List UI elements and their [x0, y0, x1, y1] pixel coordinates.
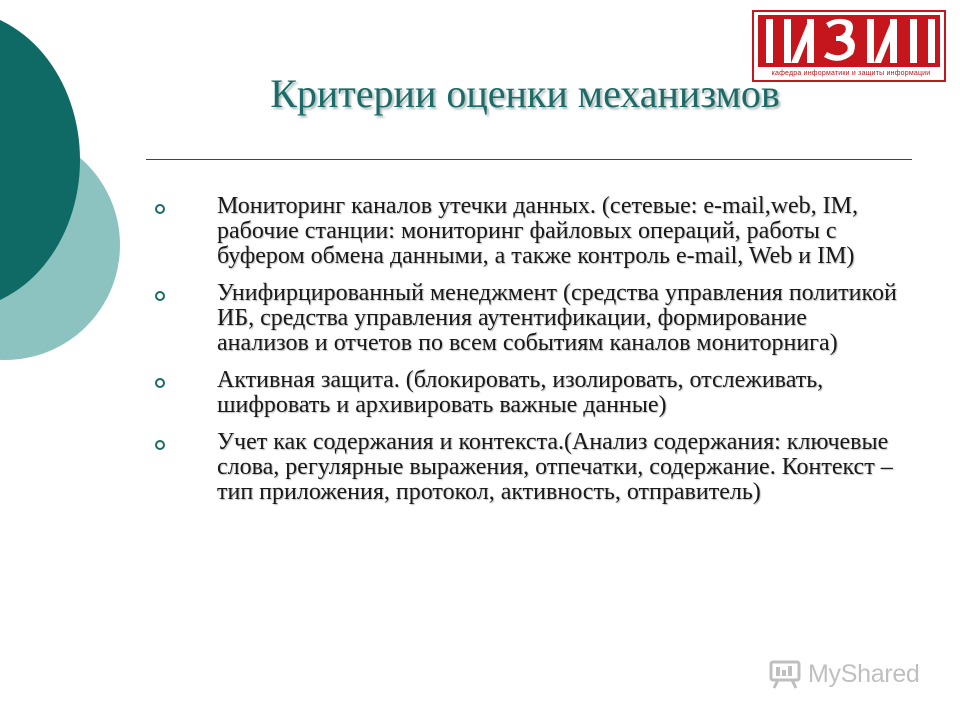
bullet-item: [150, 194, 900, 269]
presentation-board-icon: [768, 659, 802, 689]
bullet-text: Мониторинг каналов утечки данных. (сетевые: e-mail,web, IM, рабочие станции: мониторинг файловых операций, работы с буфером обмена данными, а также контроль e-mail, Web и IM): [217, 193, 859, 269]
title-divider: [146, 159, 912, 160]
watermark-text: MyShared: [808, 659, 920, 688]
bullet-item: [150, 430, 900, 505]
bullet-list: [150, 194, 900, 517]
ring-bullet-icon: [155, 378, 165, 388]
ring-bullet-icon: [155, 291, 165, 301]
bullet-item: [150, 281, 900, 356]
ring-bullet-icon: [155, 204, 165, 214]
bullet-text: Унифирцированный менеджмент (средства управления политикой ИБ, средства управления аутентификации, формирование анализов и отчетов по всем событиям каналов мониторнига): [217, 280, 897, 356]
bullet-text: Учет как содержания и контекста.(Анализ содержания: ключевые слова, регулярные выражения, отпечатки, содержание. Контекст – тип приложения, протокол, активность, отправитель): [217, 429, 893, 505]
bullet-item: [150, 368, 900, 418]
bullet-text: Активная защита. (блокировать, изолировать, отслеживать, шифровать и архивировать важные данные): [217, 367, 824, 418]
myshared-watermark: [768, 656, 928, 692]
slide-title: Критерии оценки механизмов: [270, 71, 780, 116]
ring-bullet-icon: [155, 440, 165, 450]
logo-caption: кафедра информатики и защиты информации: [771, 70, 931, 77]
